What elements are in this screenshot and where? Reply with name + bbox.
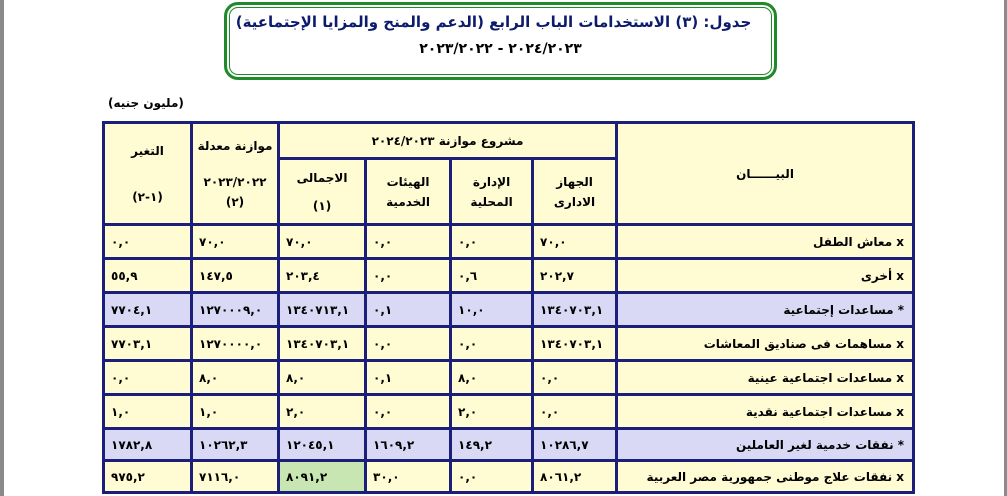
header-service: [366, 159, 451, 225]
page-title: [227, 13, 760, 31]
cell-local: ٠,٠: [451, 327, 533, 361]
header-total-line2: (١): [312, 198, 332, 213]
header-change-formula: (١-٢): [132, 189, 163, 204]
row-label: * مساعدات إجتماعية: [617, 293, 914, 327]
cell-change: ١٧٨٢,٨: [104, 429, 192, 461]
header-revised: [192, 123, 279, 225]
cell-total: ٨٠٩١,٢: [279, 461, 366, 493]
row-label: x مساعدات اجتماعية نقدية: [617, 395, 914, 429]
cell-service: ٠,٠: [366, 395, 451, 429]
table-row: [104, 395, 914, 429]
header-service-line1: الهيئات: [386, 174, 430, 189]
cell-local: ١٤٩,٢: [451, 429, 533, 461]
cell-change: ٠,٠: [104, 225, 192, 259]
cell-total: ١٣٤٠٧٠٣,١: [279, 327, 366, 361]
header-total: [279, 159, 366, 225]
cell-local: ٨,٠: [451, 361, 533, 395]
table-row: [104, 361, 914, 395]
table-row: [104, 461, 914, 493]
header-admin-line1: الجهاز: [556, 174, 593, 189]
header-total-line1: الاجمالى: [296, 170, 348, 185]
cell-total: ٢,٠: [279, 395, 366, 429]
cell-service: ٣٠,٠: [366, 461, 451, 493]
window-edge-left: [0, 0, 4, 496]
header-statement: البيــــــان: [617, 123, 914, 225]
table-row: [104, 225, 914, 259]
title-years: ٢٠٢٤/٢٠٢٣ - ٢٠٢٣/٢٠٢٢: [419, 41, 582, 57]
header-admin-line2: الادارى: [553, 194, 596, 209]
budget-table: [102, 121, 915, 494]
table-row: [104, 293, 914, 327]
cell-change: ٠,٠: [104, 361, 192, 395]
title-label: جدول: [709, 13, 752, 31]
cell-admin: ١٠٢٨٦,٧: [533, 429, 617, 461]
cell-admin: ٨٠٦١,٢: [533, 461, 617, 493]
cell-change: ٩٧٥,٢: [104, 461, 192, 493]
row-label: x معاش الطفل: [617, 225, 914, 259]
title-text: : (٣) الاستخدامات الباب الرابع (الدعم والمنح والمزايا الإجتماعية): [235, 13, 710, 31]
header-admin: [533, 159, 617, 225]
header-revised-title: موازنة معدلة: [197, 138, 273, 153]
header-service-line2: الخدمية: [386, 194, 430, 209]
cell-change: ١,٠: [104, 395, 192, 429]
row-label: x نفقات علاج موطنى جمهورية مصر العربية: [617, 461, 914, 493]
row-label: x أخرى: [617, 259, 914, 293]
cell-revised: ١,٠: [192, 395, 279, 429]
cell-service: ٠,١: [366, 361, 451, 395]
cell-admin: ١٣٤٠٧٠٣,١: [533, 327, 617, 361]
table-row: [104, 429, 914, 461]
header-local-line2: المحلية: [470, 194, 513, 209]
cell-revised: ٧٠,٠: [192, 225, 279, 259]
row-label: * نفقات خدمية لغير العاملين: [617, 429, 914, 461]
header-local-line1: الإدارة: [472, 174, 511, 189]
cell-local: ٠,٠: [451, 461, 533, 493]
header-row-top: [104, 123, 914, 159]
cell-change: ٥٥,٩: [104, 259, 192, 293]
header-revised-years: ٢٠٢٣/٢٠٢٢: [203, 174, 267, 189]
unit-label: (مليون جنيه): [108, 96, 184, 110]
cell-admin: ٠,٠: [533, 361, 617, 395]
cell-change: ٧٧٠٤,١: [104, 293, 192, 327]
table-row: [104, 259, 914, 293]
cell-total: ١٢٠٤٥,١: [279, 429, 366, 461]
cell-service: ٠,٠: [366, 327, 451, 361]
cell-change: ٧٧٠٣,١: [104, 327, 192, 361]
cell-total: ١٣٤٠٧١٣,١: [279, 293, 366, 327]
cell-revised: ٧١١٦,٠: [192, 461, 279, 493]
header-change-title: التغير: [131, 143, 164, 158]
cell-local: ٠,٠: [451, 225, 533, 259]
cell-local: ٠,٦: [451, 259, 533, 293]
cell-total: ٨,٠: [279, 361, 366, 395]
cell-service: ١٦٠٩,٢: [366, 429, 451, 461]
row-label: x مساهمات فى صناديق المعاشات: [617, 327, 914, 361]
cell-revised: ١٤٧,٥: [192, 259, 279, 293]
header-local: [451, 159, 533, 225]
cell-total: ٢٠٣,٤: [279, 259, 366, 293]
row-label: x مساعدات اجتماعية عينية: [617, 361, 914, 395]
cell-revised: ١٠٢٦٢,٣: [192, 429, 279, 461]
header-project: مشروع موازنة ٢٠٢٤/٢٠٢٣: [279, 123, 617, 159]
cell-local: ٢,٠: [451, 395, 533, 429]
header-change: [104, 123, 192, 225]
cell-revised: ١٢٧٠٠٠٠,٠: [192, 327, 279, 361]
cell-total: ٧٠,٠: [279, 225, 366, 259]
cell-service: ٠,٠: [366, 259, 451, 293]
cell-admin: ١٣٤٠٧٠٣,١: [533, 293, 617, 327]
header-revised-number: (٢): [225, 194, 245, 209]
cell-admin: ٢٠٢,٧: [533, 259, 617, 293]
cell-admin: ٧٠,٠: [533, 225, 617, 259]
title-box: [224, 2, 777, 80]
cell-service: ٠,١: [366, 293, 451, 327]
cell-service: ٠,٠: [366, 225, 451, 259]
cell-local: ١٠,٠: [451, 293, 533, 327]
cell-revised: ٨,٠: [192, 361, 279, 395]
cell-admin: ٠,٠: [533, 395, 617, 429]
cell-revised: ١٢٧٠٠٠٩,٠: [192, 293, 279, 327]
table-row: [104, 327, 914, 361]
